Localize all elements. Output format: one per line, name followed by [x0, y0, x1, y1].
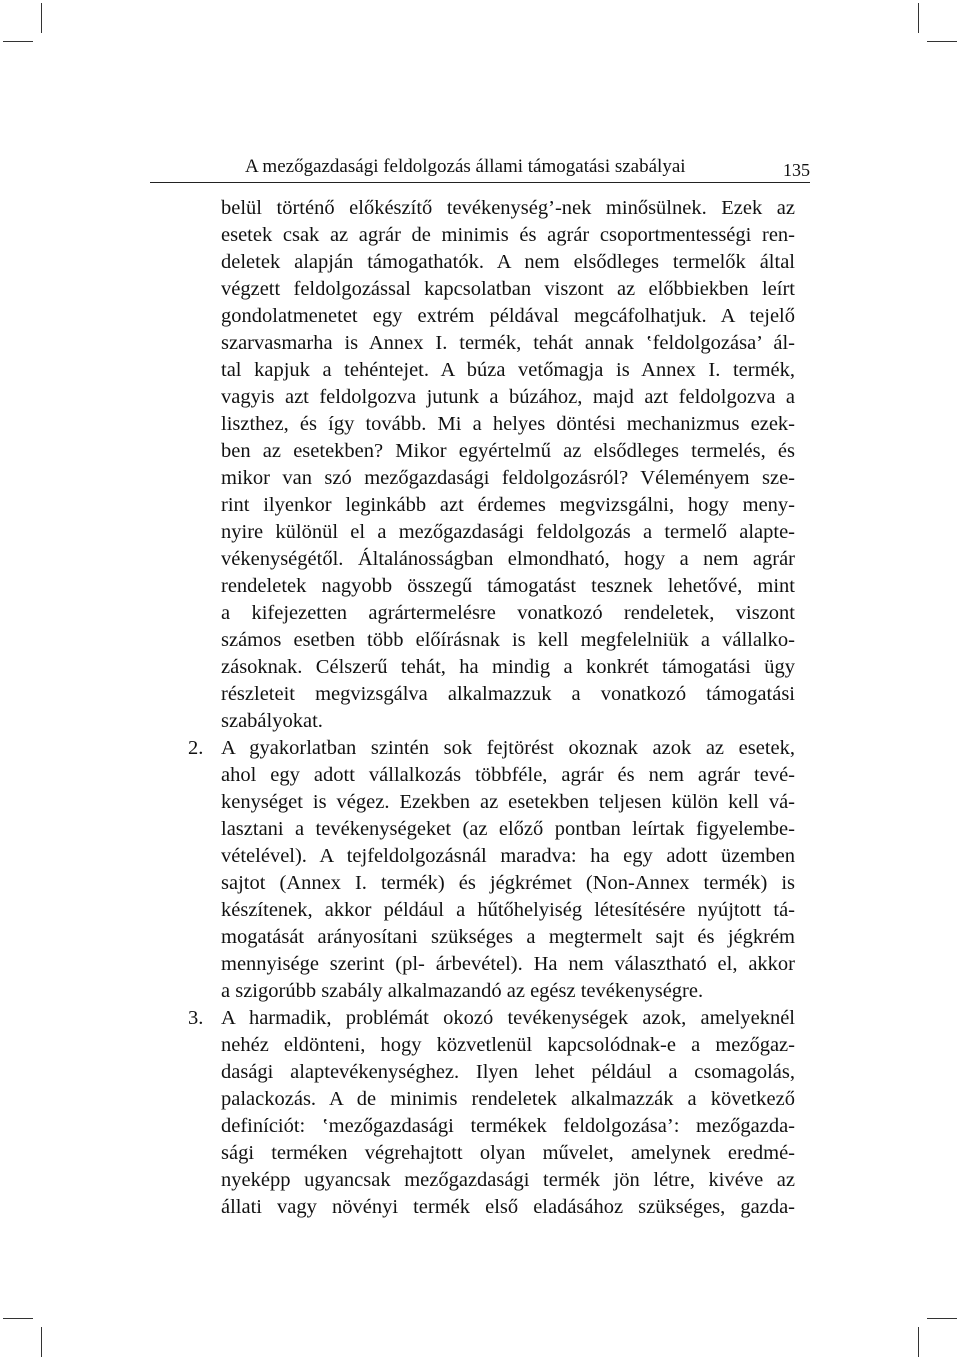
running-title: A mezőgazdasági feldolgozás állami támogatási szabályai	[245, 156, 686, 177]
text-line: vékenységétől. Általánosságban elmondható, hogy a nem agrár	[221, 548, 795, 570]
crop-mark	[918, 1327, 919, 1357]
text-line: definíciót: ‛mezőgazdasági termékek feldolgozása’: mezőgazda-	[221, 1115, 795, 1137]
text-line: liszthez, és így tovább. Mi a helyes döntési mechanizmus ezek-	[221, 413, 795, 435]
crop-mark	[41, 3, 42, 33]
text-line: sági terméken végrehajtott olyan művelet, amelynek eredmé-	[221, 1142, 795, 1164]
text-line: készítenek, akkor például a hűtőhelyiség létesítésére nyújtott tá-	[221, 899, 795, 921]
text-line: palackozás. A de minimis rendeletek alkalmazzák a következő	[221, 1088, 795, 1110]
text-line: vagyis azt feldolgozva jutunk a búzához, majd azt feldolgozva a	[221, 386, 795, 408]
text-line: ben az esetekben? Mikor egyértelmű az elsődleges termelés, és	[221, 440, 795, 462]
text-line: rendeletek nagyobb összegű támogatást tesznek lehetővé, mint	[221, 575, 795, 597]
text-line: lasztani a tevékenységeket (az előző pontban leírtak figyelembe-	[221, 818, 795, 840]
crop-mark	[3, 41, 33, 42]
text-line: vételével). A tejfeldolgozásnál maradva: ha egy adott üzemben	[221, 845, 795, 867]
text-line: deletek alapján támogathatók. A nem elsődleges termelők által	[221, 251, 795, 273]
text-line: zásoknak. Célszerű tehát, ha mindig a konkrét támogatási ügy	[221, 656, 795, 678]
text-line: a kifejezetten agrártermelésre vonatkozó rendeletek, viszont	[221, 602, 795, 624]
text-line: számos esetben több előírásnak is kell megfelelniük a vállalko-	[221, 629, 795, 651]
text-line: szarvasmarha is Annex I. termék, tehát annak ‛feldolgozása’ ál-	[221, 332, 795, 354]
list-item-number: 3.	[188, 1007, 204, 1029]
text-line: ahol egy adott vállalkozás többféle, agrár és nem agrár tevé-	[221, 764, 795, 786]
text-line: végzett feldolgozással kapcsolatban viszont az előbbiekben leírt	[221, 278, 795, 300]
text-line: A gyakorlatban szintén sok fejtörést okoznak azok az esetek,	[221, 737, 795, 759]
text-line: nehéz eldönteni, hogy közvetlenül kapcsolódnak-e a mezőgaz-	[221, 1034, 795, 1056]
crop-mark	[927, 41, 957, 42]
text-line: a szigorúbb szabály alkalmazandó az egész tevékenységre.	[221, 980, 704, 1002]
page-header	[150, 150, 810, 183]
text-line: rint ilyenkor leginkább azt érdemes megvizsgálni, hogy meny-	[221, 494, 795, 516]
crop-mark	[3, 1318, 33, 1319]
text-line: tal kapjuk a tehéntejet. A búza vetőmagja is Annex I. termék,	[221, 359, 795, 381]
list-item-number: 2.	[188, 737, 204, 759]
text-line: belül történő előkészítő tevékenység’-nek minősülnek. Ezek az	[221, 197, 795, 219]
crop-mark	[927, 1318, 957, 1319]
crop-mark	[918, 3, 919, 33]
text-line: nyeképp ugyancsak mezőgazdasági termék jön létre, kivéve az	[221, 1169, 795, 1191]
text-line: esetek csak az agrár de minimis és agrár csoportmentességi ren-	[221, 224, 795, 246]
text-line: mennyisége szerint (pl- árbevétel). Ha nem választható el, akkor	[221, 953, 795, 975]
text-line: mikor van szó mezőgazdasági feldolgozásról? Véleményem sze-	[221, 467, 795, 489]
text-line: állati vagy növényi termék első eladásához szükséges, gazda-	[221, 1196, 795, 1218]
text-line: szabályokat.	[221, 710, 323, 732]
text-line: kenységet is végez. Ezekben az esetekben teljesen külön kell vá-	[221, 791, 795, 813]
text-line: mogatását arányosítani szükséges a megtermelt sajt és jégkrém	[221, 926, 795, 948]
text-line: nyire különül el a mezőgazdasági feldolgozás a termelő alapte-	[221, 521, 795, 543]
text-line: részleteit megvizsgálva alkalmazzuk a vonatkozó támogatási	[221, 683, 795, 705]
text-line: sajtot (Annex I. termék) és jégkrémet (Non-Annex termék) is	[221, 872, 795, 894]
text-line: dasági alaptevékenységhez. Ilyen lehet például a csomagolás,	[221, 1061, 795, 1083]
page-number: 135	[783, 160, 810, 180]
crop-mark	[41, 1327, 42, 1357]
text-line: A harmadik, problémát okozó tevékenységek azok, amelyeknél	[221, 1007, 795, 1029]
text-line: gondolatmenetet egy extrém példával megcáfolhatjuk. A tejelő	[221, 305, 795, 327]
